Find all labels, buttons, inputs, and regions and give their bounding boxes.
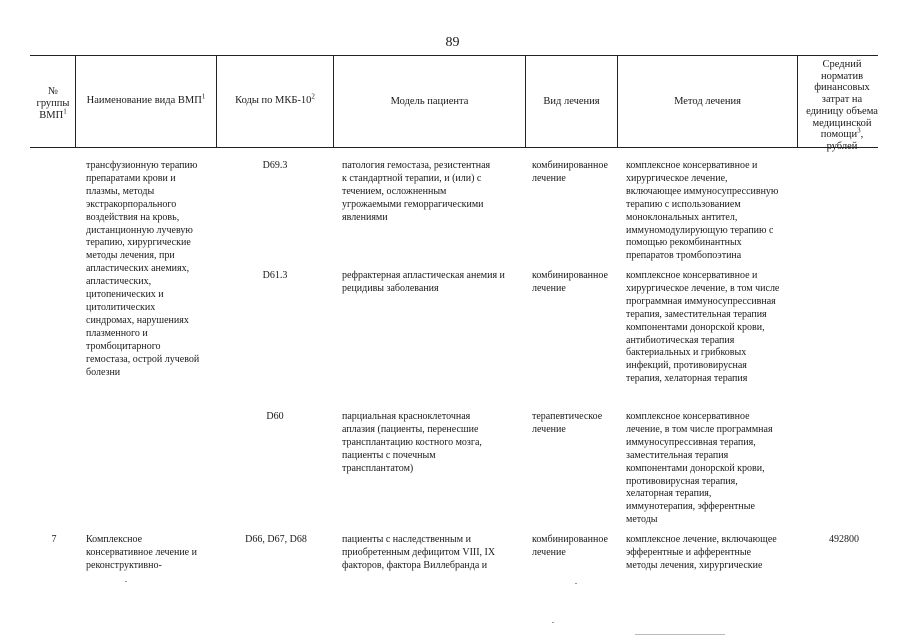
header-icd-codes [218,92,332,107]
treatment-method: комплексное консервативное и хирургическое лечение, включающее иммуносупрессивную терапию с использованием моноклональных антител, иммуномодулирующую терапию с помощью рекомбинантных препаратов тромбопоэтина [626,160,779,262]
header-treatment-type [527,96,616,108]
header-patient-model-text: Модель пациента [390,96,469,107]
header-average-cost-suffix: , рублей [826,129,864,152]
average-cost: 492800 [829,534,859,545]
col-divider-5 [617,55,618,147]
header-treatment-type-text: Вид лечения [543,96,600,107]
scan-speck [635,634,725,635]
footnote-mark: 2 [311,92,315,101]
table-top-border [30,55,878,56]
treatment-type: комбинированное лечение [532,160,608,184]
icd-code: D69.3 [262,160,288,171]
patient-model: патология гемостаза, резистентная к стандартной терапии, и (или) с течением, осложненным угрожаемыми геморрагическими явлениями [342,160,491,223]
header-patient-model [335,96,524,108]
scan-speck [575,583,577,584]
header-treatment-method [619,96,796,108]
vmp-name-continued: трансфузионную терапию препаратами крови и плазмы, методы экстракорпорального воздействия на кровь, дистанционную лучевую терапию, хирургические методы лечения, при апластических анемиях, апластических, цитопенических и цитолитических синдромах, нарушениях плазменного и тромбоцитарного гемостаза, острой лучевой болезни [86,160,200,378]
footnote-mark: 1 [63,107,67,116]
header-vmp-name [78,92,214,107]
icd-code: D66, D67, D68 [245,534,307,545]
patient-model: пациенты с наследственным и приобретенным дефицитом VIII, IX факторов, фактора Виллебранда и [342,534,496,571]
header-icd-codes-text: Коды по МКБ-10 [235,95,312,106]
treatment-type: комбинированное лечение [532,270,608,294]
col-divider-6 [797,55,798,147]
icd-code: D61.3 [262,270,288,281]
treatment-type: комбинированное лечение [532,534,608,558]
header-group-number [32,86,74,122]
footnote-mark: 1 [201,92,206,101]
treatment-method: комплексное консервативное и хирургическое лечение, в том числе программная иммуносупрессивная терапия, заместительная терапия компонентами донорской крови, антибиотическая терапия бактериальных и грибковых инфекций, противовирусная терапия, хелаторная терапия [626,270,780,385]
header-average-cost-text: Средний норматив финансовых затрат на единицу объема медицинской помощи [806,59,878,141]
icd-code: D60 [266,411,284,422]
patient-model: рефрактерная апластическая анемия и рецидивы заболевания [342,270,505,294]
treatment-method: комплексное лечение, включающее эфферентные и афферентные методы лечения, хирургические [626,534,777,571]
col-divider-3 [333,55,334,147]
scan-speck [552,622,554,623]
col-divider-2 [216,55,217,147]
header-treatment-method-text: Метод лечения [674,96,741,107]
header-vmp-name-text: Наименование вида ВМП [86,95,202,106]
scan-speck [125,581,127,582]
col-divider-4 [525,55,526,147]
vmp-name: Комплексное консервативное лечение и реконструктивно- [86,534,197,571]
footnote-mark: 3 [857,126,861,135]
patient-model: парциальная красноклеточная аплазия (пациенты, перенесшие трансплантацию костного мозга, пациенты с почечным трансплантатом) [342,411,482,474]
group-number: 7 [51,534,57,545]
treatment-type: терапевтическое лечение [532,411,603,435]
page-number: 89 [445,35,460,50]
header-bottom-border [30,147,878,148]
treatment-method: комплексное консервативное лечение, в том числе программная иммуносупрессивная терапия, заместительная терапия компонентами донорской крови, противовирусная терапия, хелаторная терапия, иммунотерапия, эфферентные методы [626,411,773,526]
col-divider-1 [75,55,76,147]
header-average-cost [805,59,879,153]
header-group-number-text: № группы ВМП [36,86,70,121]
